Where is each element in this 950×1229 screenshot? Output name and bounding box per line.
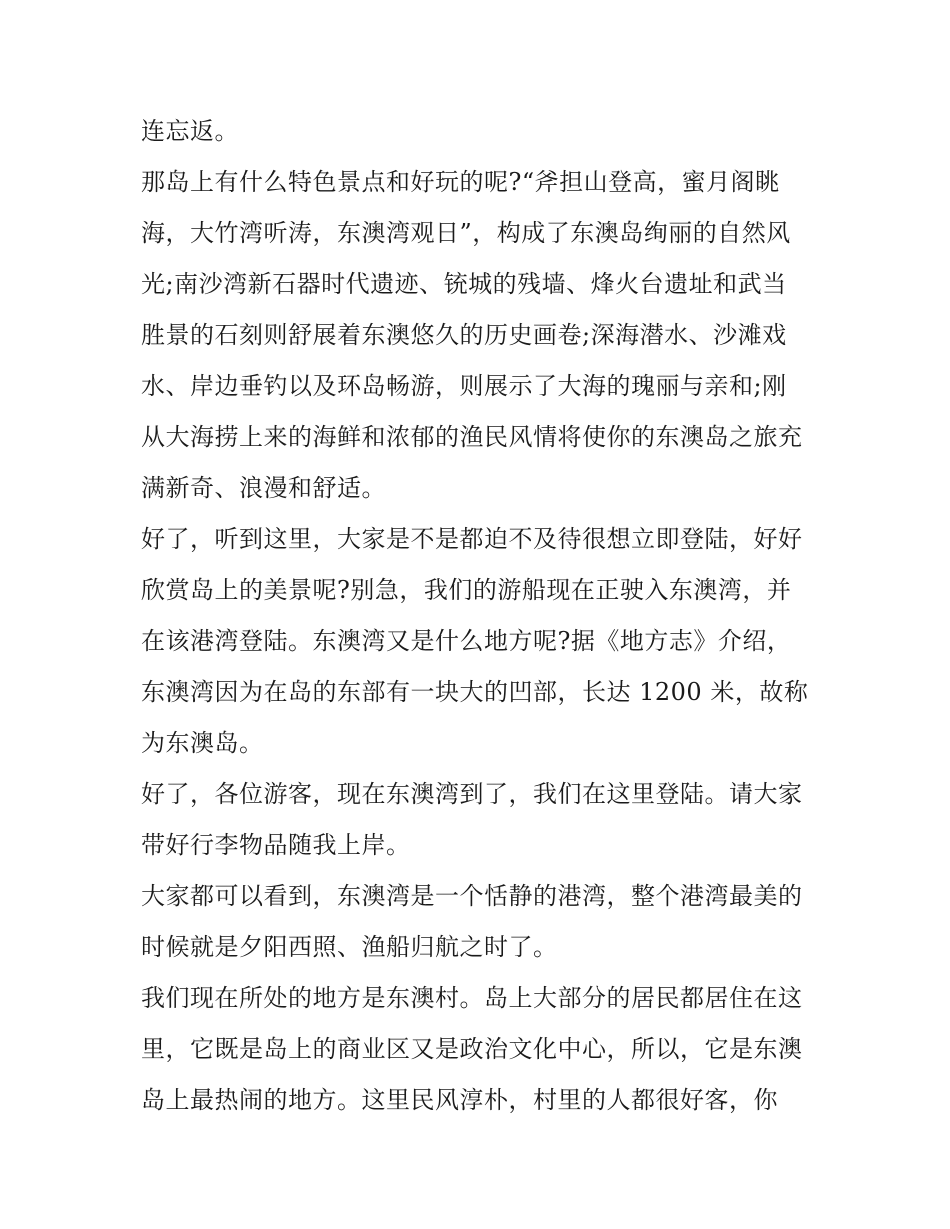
text-line: 海，大竹湾听涛，东澳湾观日”，构成了东澳岛绚丽的自然风 [141, 219, 791, 247]
text-line: 光;南沙湾新石器时代遗迹、铳城的残墙、烽火台遗址和武当 [141, 270, 787, 298]
text-line: 我们现在所处的地方是东澳村。岛上大部分的居民都居住在这 [141, 984, 803, 1012]
text-line: 胜景的石刻则舒展着东澳悠久的历史画卷;深海潜水、沙滩戏 [141, 321, 787, 349]
text-line: 满新奇、浪漫和舒适。 [141, 474, 386, 502]
body-text [141, 106, 821, 1126]
text-line: 里，它既是岛上的商业区又是政治文化中心，所以，它是东澳 [141, 1035, 803, 1063]
text-line: 在该港湾登陆。东澳湾又是什么地方呢?据《地方志》介绍， [141, 627, 792, 655]
text-line: 时候就是夕阳西照、渔船归航之时了。 [141, 933, 558, 961]
text-line: 岛上最热闹的地方。这里民风淳朴，村里的人都很好客，你 [141, 1086, 778, 1114]
text-line: 带好行李物品随我上岸。 [141, 831, 411, 859]
text-line: 欣赏岛上的美景呢?别急，我们的游船现在正驶入东澳湾，并 [141, 576, 792, 604]
text-line: 水、岸边垂钓以及环岛畅游，则展示了大海的瑰丽与亲和;刚 [141, 372, 787, 400]
text-line: 为东澳岛。 [141, 729, 264, 757]
text-line: 那岛上有什么特色景点和好玩的呢?“斧担山登高，蜜月阁眺 [141, 168, 780, 196]
text-line: 好了，听到这里，大家是不是都迫不及待很想立即登陆，好好 [141, 525, 803, 553]
text-line: 大家都可以看到，东澳湾是一个恬静的港湾，整个港湾最美的 [141, 882, 803, 910]
text-line: 连忘返。 [141, 117, 239, 145]
text-line: 从大海捞上来的海鲜和浓郁的渔民风情将使你的东澳岛之旅充 [141, 423, 803, 451]
text-line: 东澳湾因为在岛的东部有一块大的凹部，长达 1200 米，故称 [141, 678, 809, 706]
text-line: 好了，各位游客，现在东澳湾到了，我们在这里登陆。请大家 [141, 780, 803, 808]
